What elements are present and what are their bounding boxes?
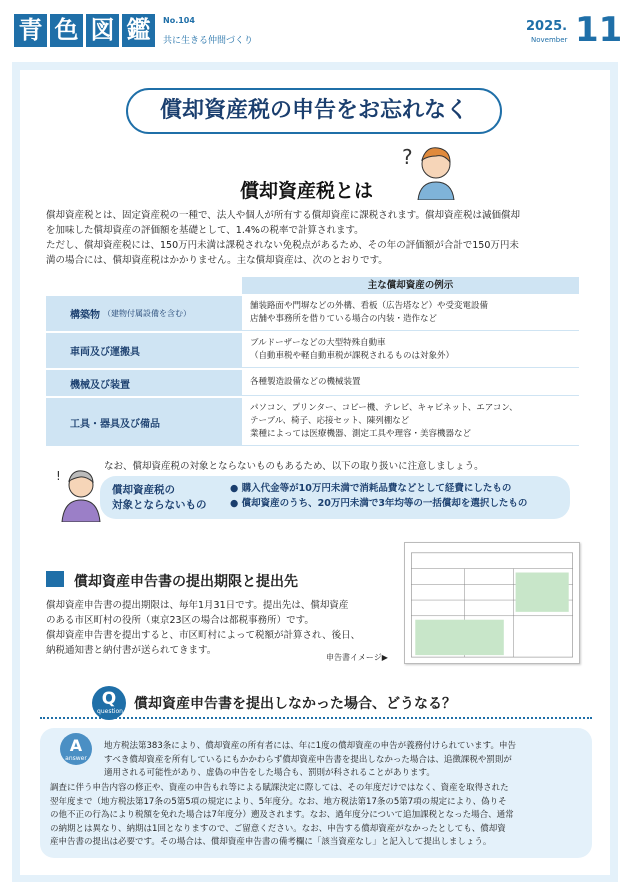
table-header — [46, 277, 579, 294]
intro-line: 償却資産税とは、固定資産税の一種で、法人や個人が所有する償却資産に課税されます。償却資産税は減価償却 — [46, 210, 521, 221]
answer-badge: A answer — [60, 733, 92, 765]
table-row — [46, 396, 579, 446]
list-item: ● 償却資産のうち、20万円未満で3年均等の一括償却を選択したもの — [230, 498, 528, 509]
issue-month-en: November — [531, 36, 568, 44]
table-header-label: 主な償却資産の例示 — [242, 277, 579, 294]
table-row — [46, 368, 579, 396]
table-row-examples: 舗装路面や門塀などの外構、看板（広告塔など）や受変電設備 店舗や事務所を借りている場合の内装・造作など — [242, 296, 579, 331]
masthead — [0, 0, 630, 66]
logo — [14, 14, 155, 47]
table-row-examples: 各種製造設備などの機械装置 — [242, 370, 579, 396]
logo-char: 青 — [14, 14, 47, 47]
question-badge: Q question — [92, 686, 126, 720]
tagline: 共に生きる仲間づくり — [163, 36, 254, 46]
logo-char: 色 — [50, 14, 83, 47]
table-row-category: 構築物 （建物付属設備を含む） — [46, 296, 242, 331]
exclusion-items — [230, 481, 527, 511]
intro-line: ただし、償却資産税には、150万円未満は課税されない免税点があるため、その年の評価額が合計で150万円未 — [46, 240, 519, 251]
table-row-examples: ブルドーザーなどの大型特殊自動車 （自動車税や軽自動車税が課税されるものは対象外） — [242, 333, 579, 368]
intro-line: を加味した償却資産の評価額を基礎として、1.4%の税率で計算されます。 — [46, 225, 364, 236]
intro-paragraph — [46, 208, 591, 268]
divider — [40, 717, 592, 719]
surprised-person-icon — [56, 466, 102, 522]
thinking-person-icon — [398, 142, 460, 200]
table-row-category: 工具・器具及び備品 — [46, 398, 242, 446]
section-marker — [46, 571, 64, 587]
issue-year: 2025. — [526, 19, 568, 34]
logo-char: 鑑 — [122, 14, 155, 47]
table-row — [46, 331, 579, 368]
table-row — [46, 294, 579, 331]
table-row-examples: パソコン、プリンター、コピー機、テレビ、キャビネット、エアコン、 テーブル、椅子、応接セット、陳列棚など 業種によっては医療機器、測定工具や理容・美容機器など — [242, 398, 579, 446]
table-row-category: 機械及び装置 — [46, 370, 242, 396]
exclusion-lead: なお、償却資産税の対象とならないものもあるため、以下の取り扱いに注意しましょう。 — [104, 461, 484, 472]
tax-form-image — [404, 542, 580, 664]
exclusion-label: 償却資産税の 対象とならないもの — [112, 484, 207, 511]
asset-table — [46, 277, 579, 446]
page-title: 償却資産税の申告をお忘れなく — [126, 88, 502, 134]
table-row-category: 車両及び運搬具 — [46, 333, 242, 368]
section-heading: 償却資産税とは — [240, 180, 374, 202]
deadline-paragraph: 償却資産申告書の提出期限は、毎年1月31日です。提出先は、償却資産 のある市区町村の役所（東京23区の場合は都税事務所）です。 償却資産申告書を提出すると、市区町村によって税額が計算され、後日、 納税通知書と納付書が送られてきます。 — [46, 600, 361, 656]
answer-detail: 調査に伴う申告内容の修正や、資産の申告もれ等による賦課決定に際しては、その年度だけではなく、資産を取得された 翌年度まで（地方税法第17条の5第5項の規定により、5年度分。なお、地方税法第17条の5第7項の規定により、偽りそ の他不正の行為により税額を免れた場合は7年度分）遡及されます。なお、過年度分について追加課税となった場合、通常 の納期とは異なり、納期は1回となりますので、ご留意ください。なお、申告する償却資産がなかったとしても、償却資 産申告書の提出は必要です。その場合は、償却資産申告書の備考欄に「該当資産なし」と記入して提出しましょう。 — [50, 783, 514, 847]
form-image-caption: 申告書イメージ▶ — [326, 653, 388, 662]
svg-text:?: ? — [402, 145, 413, 169]
svg-text:!: ! — [56, 469, 61, 483]
answer-intro: 地方税法第383条により、償却資産の所有者には、年に1度の償却資産の申告が義務付けられています。申告 すべき償却資産を所有しているにもかかわらず償却資産申告書を提出しなかった場合は、追徴課税や罰則が 適用される可能性があり、虚偽の申告をした場合も、罰則が科されることがあります。 — [104, 741, 516, 778]
question-title: 償却資産申告書を提出しなかった場合、どうなる？ — [134, 696, 456, 712]
issue-month-number: 11 — [575, 10, 623, 50]
intro-line: 満の場合には、償却資産税はかかりません。主な償却資産は、次のとおりです。 — [46, 255, 388, 266]
issue-number: No.104 — [163, 16, 195, 25]
list-item: ● 購入代金等が10万円未満で消耗品費などとして経費にしたもの — [230, 483, 512, 494]
logo-char: 図 — [86, 14, 119, 47]
deadline-heading: 償却資産申告書の提出期限と提出先 — [74, 574, 298, 590]
